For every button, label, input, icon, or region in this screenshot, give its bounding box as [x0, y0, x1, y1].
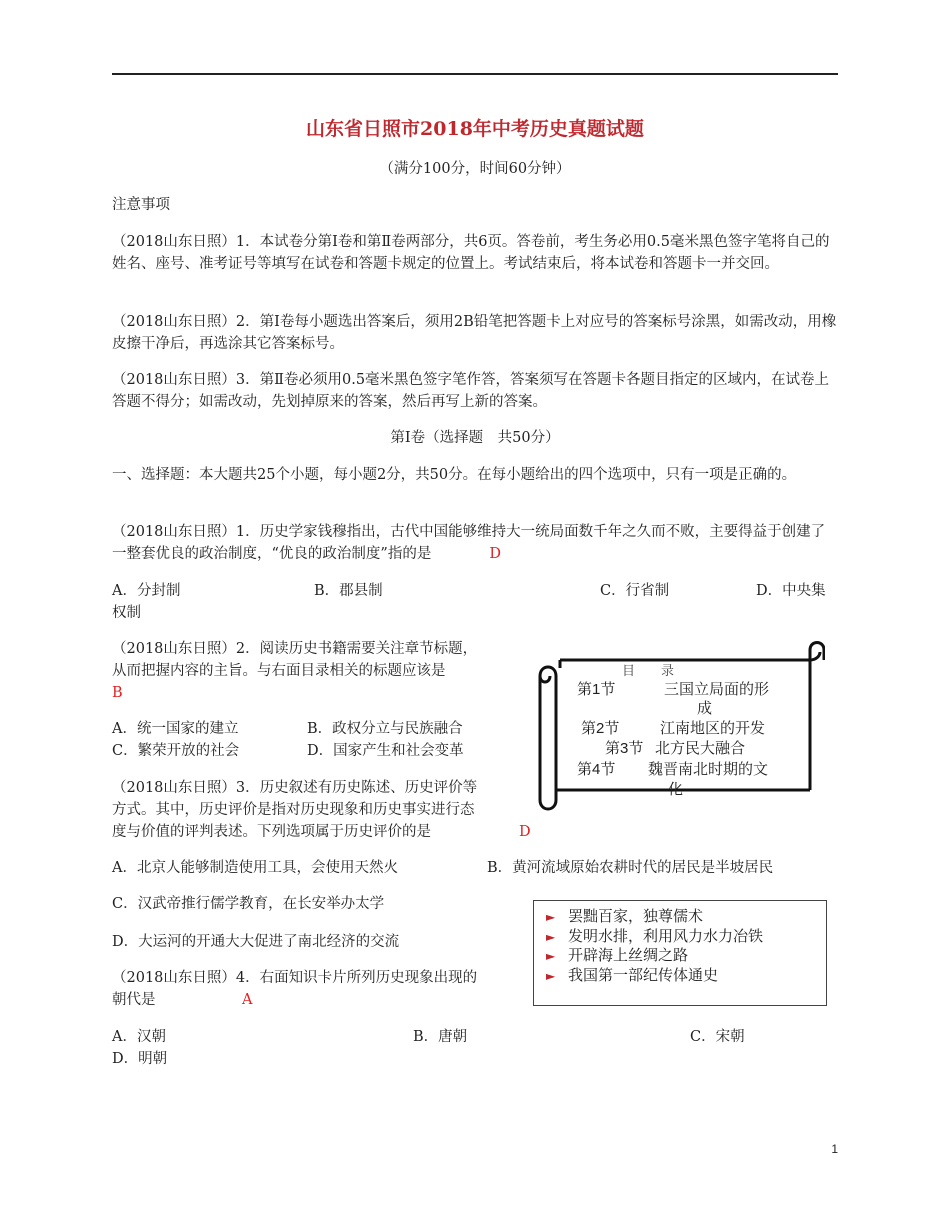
arrow-bullet-icon: ► — [546, 949, 556, 963]
arrow-bullet-icon: ► — [546, 910, 556, 924]
question-1-stem — [112, 521, 838, 565]
question-1-answer: D — [489, 546, 501, 562]
question-3-stem-line-1: （2018山东日照）3．历史叙述有历史陈述、历史评价等 — [112, 780, 478, 796]
question-4-stem-line-1: （2018山东日照）4．右面知识卡片所列历史现象出现的 — [112, 970, 478, 986]
question-3-option-d: D．大运河的开通大大促进了南北经济的交流 — [112, 934, 400, 950]
question-3-stem-line-2: 方式。其中，历史评价是指对历史现象和历史事实进行态 — [112, 802, 475, 818]
question-4-answer: A — [242, 992, 253, 1008]
question-2-option-d: D．国家产生和社会变革 — [307, 743, 464, 759]
toc-row-3-no: 第3节 — [605, 740, 644, 757]
question-3-stem-line-3: 度与价值的评判表述。下列选项属于历史评价的是 — [112, 824, 431, 840]
arrow-bullet-icon: ► — [546, 930, 556, 944]
question-2-option-b: B．政权分立与民族融合 — [307, 721, 463, 737]
page-number: 1 — [831, 1142, 838, 1156]
toc-row-1-no: 第1节 — [577, 681, 616, 698]
question-4-option-a: A．汉朝 — [112, 1029, 166, 1045]
card-item-2: ► 发明水排，利用风力水力冶铁 — [546, 927, 764, 945]
question-2-stem-line-1: （2018山东日照）2．阅读历史书籍需要关注章节标题， — [112, 641, 478, 657]
card-item-4: ► 我国第一部纪传体通史 — [546, 966, 719, 984]
question-1-option-a: A．分封制 — [112, 583, 181, 599]
question-4-option-b: B．唐朝 — [413, 1029, 468, 1045]
question-1-option-d: D．中央集权制 — [112, 583, 826, 621]
question-2-stem-line-2: 从而把握内容的主旨。与右面目录相关的标题应该是 — [112, 663, 446, 679]
question-2-answer: B — [112, 685, 123, 701]
question-1-option-b: B．郡县制 — [314, 583, 383, 599]
page-title: 山东省日照市2018年中考历史真题试题 — [306, 118, 644, 140]
question-4-option-d: D．明朝 — [112, 1051, 168, 1067]
question-3-option-a: A．北京人能够制造使用工具，会使用天然火 — [112, 860, 398, 876]
section-title: 第Ⅰ卷（选择题 共50分） — [390, 430, 560, 446]
toc-row-1-text: 三国立局面的形 — [664, 681, 770, 698]
question-1-text: （2018山东日照）1．历史学家钱穆指出，古代中国能够维持大一统局面数千年之久而不败，主要得益于创建了一整套优良的政治制度，“优良的政治制度”指的是 — [112, 524, 826, 562]
question-4-option-c: C．宋朝 — [690, 1029, 745, 1045]
section-intro: 一、选择题：本大题共25个小题，每小题2分，共50分。在每小题给出的四个选项中，只有一项是正确的。 — [112, 467, 797, 483]
knowledge-card — [533, 900, 827, 1006]
question-4-stem-line-2: 朝代是 — [112, 992, 156, 1008]
question-1-option-c: C．行省制 — [600, 583, 670, 599]
question-3-option-b: B．黄河流域原始农耕时代的居民是半坡居民 — [487, 860, 774, 876]
toc-row-2-text: 江南地区的开发 — [660, 720, 766, 737]
header-rule — [112, 73, 838, 75]
arrow-bullet-icon: ► — [546, 969, 556, 983]
toc-row-4-text: 魏晋南北时期的文 — [648, 761, 769, 778]
note-item-2: （2018山东日照）2．第Ⅰ卷每小题选出答案后，须用2B铅笔把答题卡上对应号的答案标号涂黑，如需改动，用橡皮擦干净后，再选涂其它答案标号。 — [112, 314, 837, 352]
question-2-option-c: C．繁荣开放的社会 — [112, 743, 240, 759]
toc-row-4-cont: 化 — [668, 781, 684, 798]
toc-heading: 目 录 — [622, 663, 675, 678]
toc-row-3-text: 北方民大融合 — [655, 740, 746, 757]
toc-row-1-cont: 成 — [697, 700, 713, 717]
question-3-answer: D — [519, 824, 531, 840]
note-item-3: （2018山东日照）3．第Ⅱ卷必须用0.5毫米黑色签字笔作答，答案须写在答题卡各题目指定的区域内，在试卷上答题不得分；如需改动，先划掉原来的答案，然后再写上新的答案。 — [112, 372, 830, 410]
question-3-option-c: C．汉武帝推行儒学教育，在长安举办太学 — [112, 896, 385, 912]
card-item-1: ► 罢黜百家，独尊儒术 — [546, 907, 704, 925]
toc-row-4-no: 第4节 — [577, 761, 616, 778]
toc-row-2-no: 第2节 — [581, 720, 620, 737]
question-2-option-a: A．统一国家的建立 — [112, 721, 239, 737]
card-item-3: ► 开辟海上丝绸之路 — [546, 946, 689, 964]
page-subtitle: （满分100分，时间60分钟） — [379, 161, 571, 177]
note-item-1: （2018山东日照）1．本试卷分第Ⅰ卷和第Ⅱ卷两部分，共6页。答卷前，考生务必用0.5毫米黑色签字笔将自己的姓名、座号、准考证号等填写在试卷和答题卡规定的位置上。考试结束后，将本试卷和答题卡一并交回。 — [112, 234, 830, 272]
notes-heading: 注意事项 — [112, 197, 170, 213]
